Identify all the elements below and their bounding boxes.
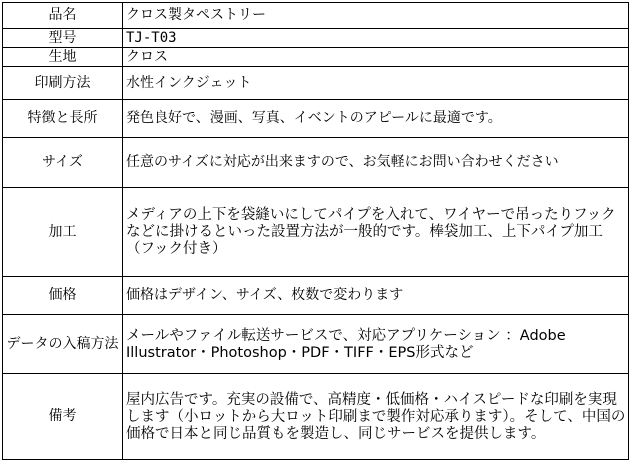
row-value-price: 価格はデザイン、サイズ、枚数で変わります	[123, 277, 629, 315]
row-value-print-method: 水性インクジェット	[123, 67, 629, 100]
row-label-size: サイズ	[3, 138, 123, 188]
row-label-data-submission: データの入稿方法	[3, 315, 123, 374]
row-label-remarks: 備考	[3, 374, 123, 460]
table-row	[3, 67, 629, 100]
row-label-model: 型号	[3, 29, 123, 48]
table-row	[3, 48, 629, 67]
table-row	[3, 29, 629, 48]
row-value-model: TJ-T03	[123, 29, 629, 48]
row-value-size: 任意のサイズに対応が出来ますので、お気軽にお問い合わせください	[123, 138, 629, 188]
row-label-print-method: 印刷方法	[3, 67, 123, 100]
row-label-product-name: 品名	[3, 3, 123, 29]
product-spec-table	[2, 2, 629, 460]
table-row	[3, 277, 629, 315]
row-value-fabric: クロス	[123, 48, 629, 67]
row-label-processing: 加工	[3, 188, 123, 277]
row-value-data-submission: メールやファイル転送サービスで、対応アプリケーション ：Adobe Illustrator・Photoshop・PDF・TIFF・EPS形式など	[123, 315, 629, 374]
table-row	[3, 188, 629, 277]
row-label-features: 特徴と長所	[3, 100, 123, 138]
table-row	[3, 3, 629, 29]
row-label-price: 価格	[3, 277, 123, 315]
row-value-product-name: クロス製タペストリー	[123, 3, 629, 29]
row-value-processing: メディアの上下を袋縫いにしてパイプを入れて、ワイヤーで吊ったりフックなどに掛けるといった設置方法が一般的です。棒袋加工、上下パイプ加工（フック付き）	[123, 188, 629, 277]
row-label-fabric: 生地	[3, 48, 123, 67]
table-row	[3, 138, 629, 188]
row-value-features: 発色良好で、漫画、写真、イベントのアピールに最適です。	[123, 100, 629, 138]
table-row	[3, 100, 629, 138]
table-row	[3, 374, 629, 460]
table-row	[3, 315, 629, 374]
row-value-remarks: 屋内広告です。充実の設備で、高精度・低価格・ハイスピードな印刷を実現します（小ロットから大ロット印刷まで製作対応承ります）。そして、中国の価格で日本と同じ品質もを製造し、同じサービスを提供します。	[123, 374, 629, 460]
